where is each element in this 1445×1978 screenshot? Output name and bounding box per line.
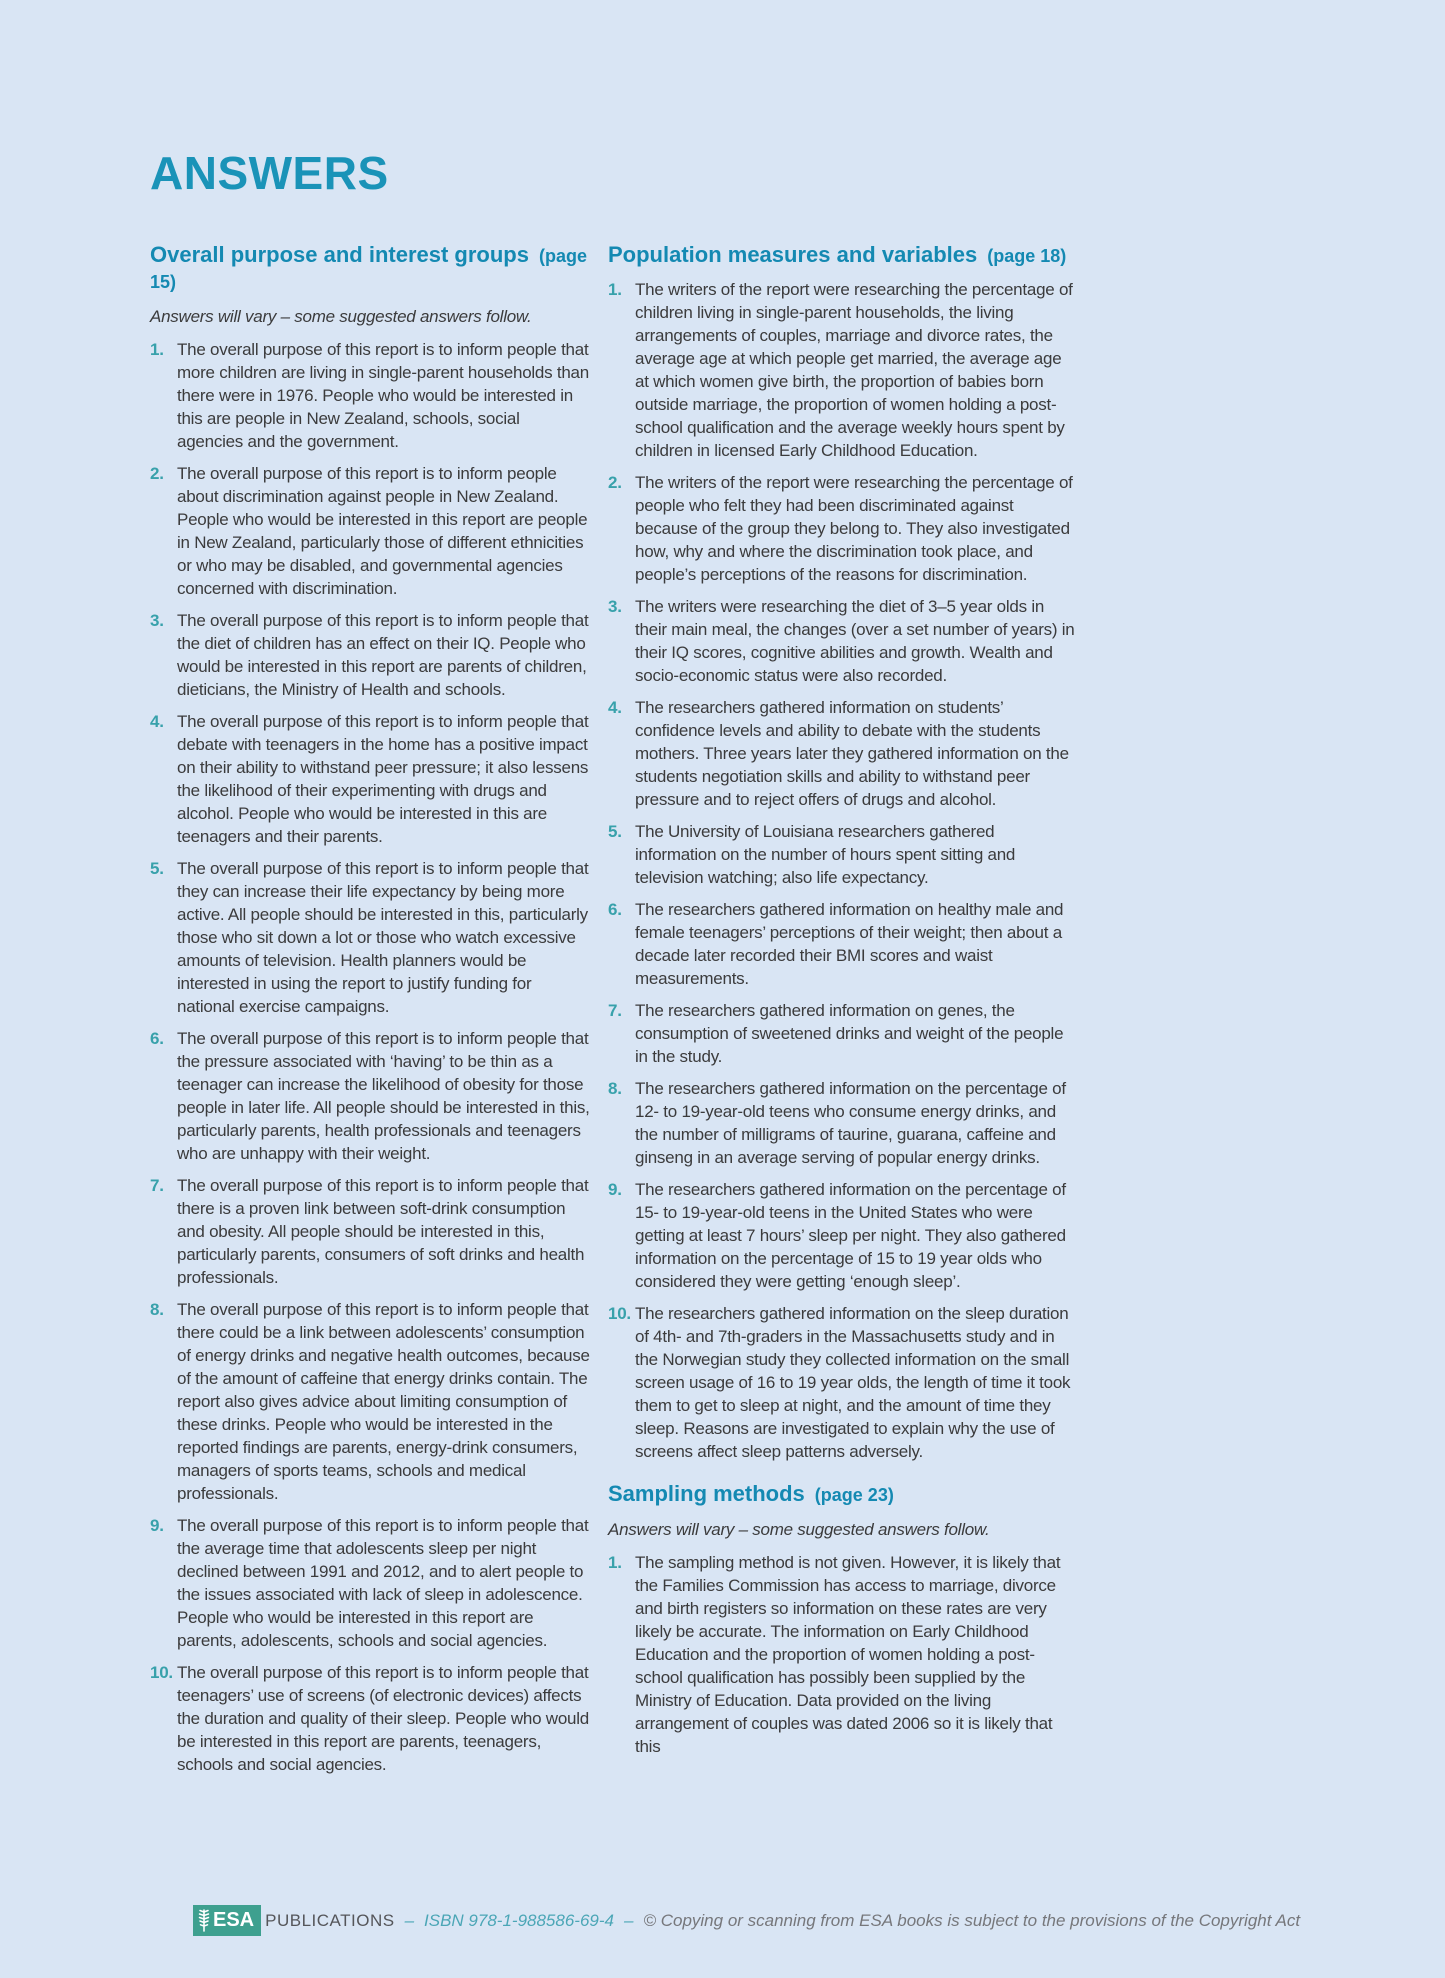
answer-item — [608, 1077, 1078, 1169]
answer-item — [150, 710, 590, 848]
answer-item — [150, 1514, 590, 1652]
item-number: 9. — [150, 1515, 164, 1535]
item-text: The researchers gathered information on healthy male and female teenagers’ perceptions of their weight; then about a decade later recorded their BMI scores and waist measurements. — [635, 900, 1064, 989]
copyright-text: © Copying or scanning from ESA books is subject to the provisions of the Copyright Act — [643, 1910, 1301, 1930]
section-heading — [150, 242, 590, 295]
answer-item — [608, 820, 1078, 889]
section-heading-text: Sampling methods — [608, 1481, 805, 1507]
answer-item — [150, 857, 590, 1018]
item-number: 1. — [150, 339, 164, 359]
footer-dash: – — [624, 1910, 634, 1930]
item-number: 2. — [608, 473, 622, 493]
answer-item — [150, 1027, 590, 1165]
answer-item — [150, 1298, 590, 1505]
item-text: The researchers gathered information on genes, the consumption of sweetened drinks and weight of the people in the study. — [635, 1001, 1064, 1067]
item-number: 3. — [608, 597, 622, 617]
publisher-label: PUBLICATIONS — [265, 1910, 395, 1930]
answer-item — [150, 1661, 590, 1776]
item-number: 2. — [150, 463, 164, 483]
item-number: 7. — [150, 1175, 164, 1195]
esa-logo-text: ESA — [213, 1909, 255, 1931]
answer-item — [608, 1302, 1078, 1463]
page-footer — [193, 1905, 1300, 1936]
item-number: 8. — [608, 1079, 622, 1099]
esa-logo — [193, 1905, 261, 1936]
item-number: 9. — [608, 1180, 622, 1200]
item-text: The overall purpose of this report is to inform people that they can increase their life expectancy by being more active. All people should be interested in this, particularly those who sit down a lot or those who watch excessive amounts of television. Health planners would be interested in using the report to justify funding for national exercise campaigns. — [177, 858, 589, 1016]
answer-item — [608, 898, 1078, 990]
section-heading — [608, 242, 1078, 268]
item-text: The researchers gathered information on the sleep duration of 4th- and 7th-graders in the Massachusetts study and in the Norwegian study they collected information on the small screen usage of 16 to 19 year olds, the length of time it took them to get to sleep at night, and the amount of time they sleep. Reasons are investigated to explain why the use of screens affect sleep patterns adversely. — [635, 1304, 1071, 1462]
item-number: 7. — [608, 1001, 622, 1021]
two-column-layout — [150, 242, 1445, 1785]
item-text: The writers were researching the diet of 3–5 year olds in their main meal, the changes (over a set number of years) in their IQ scores, cognitive abilities and growth. Wealth and socio-economic status were also recorded. — [635, 597, 1075, 686]
section-overall-purpose — [150, 242, 590, 1776]
page-title: ANSWERS — [150, 147, 389, 199]
item-text: The researchers gathered information on the percentage of 12- to 19-year-old teens who consume energy drinks, and the number of milligrams of taurine, guarana, caffeine and ginseng in an average serving of popular energy drinks. — [635, 1079, 1066, 1168]
item-text: The researchers gathered information on students’ confidence levels and ability to debate with the students mothers. Three years later they gathered information on the students negotiation skills and ability to withstand peer pressure and to reject offers of drugs and alcohol. — [635, 698, 1069, 810]
item-text: The overall purpose of this report is to inform people that there is a proven link between soft-drink consumption and obesity. All people should be interested in this, particularly parents, consumers of soft drinks and health professionals. — [177, 1175, 589, 1287]
answer-item — [150, 462, 590, 600]
item-text: The overall purpose of this report is to inform people that there could be a link between adolescents’ consumption of energy drinks and negative health outcomes, because of the amount of caffeine that energy drinks contain. The report also gives advice about limiting consumption of these drinks. People who would be interested in the reported findings are parents, energy-drink consumers, managers of sports teams, schools and medical professionals. — [177, 1299, 590, 1503]
item-number: 8. — [150, 1299, 164, 1319]
item-text: The overall purpose of this report is to inform people about discrimination against people in New Zealand. People who would be interested in this report are people in New Zealand, particularly those of different ethnicities or who may be disabled, and governmental agencies concerned with discrimination. — [177, 463, 588, 598]
item-number: 4. — [150, 711, 164, 731]
section-heading-text: Overall purpose and interest groups — [150, 242, 529, 267]
section-population-measures — [608, 242, 1078, 1463]
item-number: 3. — [150, 610, 164, 630]
item-text: The writers of the report were researching the percentage of people who felt they had been discriminated against because of the group they belong to. They also investigated how, why and where the discrimination took place, and people’s perceptions of the reasons for discrimination. — [635, 473, 1073, 585]
left-column — [150, 242, 590, 1785]
item-text: The overall purpose of this report is to inform people that debate with teenagers in the home has a positive impact on their ability to withstand peer pressure; it also lessens the likelihood of their experimenting with drugs and alcohol. People who would be interested in this are teenagers and their parents. — [177, 711, 589, 846]
item-number: 5. — [608, 822, 622, 842]
section-note: Answers will vary – some suggested answers follow. — [150, 306, 532, 326]
answer-list — [608, 278, 1078, 1463]
answer-item — [150, 609, 590, 701]
answer-item — [150, 1174, 590, 1289]
item-text: The writers of the report were researching the percentage of children living in single-parent households, the living arrangements of couples, marriage and divorce rates, the average age at which people get married, the average age at which women give birth, the proportion of babies born outside marriage, the proportion of women holding a post-school qualification and the average weekly hours spent by children in licensed Early Childhood Education. — [635, 280, 1073, 461]
section-page-ref: (page 15) — [150, 246, 587, 293]
item-number: 6. — [608, 900, 622, 920]
answer-item — [608, 1178, 1078, 1293]
section-heading-text: Population measures and variables — [608, 242, 978, 267]
item-number: 1. — [608, 1552, 622, 1572]
item-text: The sampling method is not given. However, it is likely that the Families Commission has access to marriage, divorce and birth registers so information on these rates are very likely be accurate. The information on Early Childhood Education and the proportion of women holding a post-school qualification has possibly been supplied by the Ministry of Education. Data provided on the living arrangement of couples was dated 2006 so it is likely that this — [635, 1552, 1061, 1756]
item-text: The overall purpose of this report is to inform people that the average time that adolescents sleep per night declined between 1991 and 2012, and to alert people to the issues associated with lack of sleep in adolescence. People who would be interested in this report are parents, adolescents, schools and social agencies. — [177, 1515, 589, 1650]
section-note: Answers will vary – some suggested answers follow. — [608, 1519, 990, 1539]
section-heading — [608, 1481, 1078, 1507]
section-sampling-methods — [608, 1481, 1078, 1757]
right-column — [608, 242, 1078, 1767]
section-page-ref: (page 18) — [987, 246, 1067, 266]
answer-item — [608, 471, 1078, 586]
item-text: The overall purpose of this report is to inform people that teenagers’ use of screens (of electronic devices) affects the duration and quality of their sleep. People who would be interested in this report are parents, teenagers, schools and social agencies. — [177, 1662, 589, 1774]
answer-item — [608, 278, 1078, 462]
item-number: 1. — [608, 280, 622, 300]
item-number: 6. — [150, 1028, 164, 1048]
answer-item — [608, 1551, 1078, 1758]
item-text: The overall purpose of this report is to inform people that more children are living in single-parent households than there were in 1976. People who would be interested in this are people in New Zealand, schools, social agencies and the government. — [177, 339, 589, 451]
item-number: 10. — [608, 1304, 631, 1324]
answer-item — [608, 595, 1078, 687]
answer-item — [608, 999, 1078, 1068]
item-number: 5. — [150, 858, 164, 878]
answer-item — [608, 696, 1078, 811]
item-number: 10. — [150, 1662, 173, 1682]
item-text: The University of Louisiana researchers gathered information on the number of hours spent sitting and television watching; also life expectancy. — [635, 822, 1016, 888]
answer-list — [608, 1551, 1078, 1758]
answer-list — [150, 338, 590, 1776]
item-text: The overall purpose of this report is to inform people that the diet of children has an effect on their IQ. People who would be interested in this report are parents of children, dieticians, the Ministry of Health and schools. — [177, 610, 589, 699]
item-number: 4. — [608, 698, 622, 718]
isbn-text: ISBN 978-1-988586-69-4 — [424, 1910, 614, 1930]
item-text: The researchers gathered information on the percentage of 15- to 19-year-old teens in the United States who were getting at least 7 hours’ sleep per night. They also gathered information on the percentage of 15 to 19 year olds who considered they were getting ‘enough sleep’. — [635, 1180, 1066, 1292]
section-page-ref: (page 23) — [814, 1485, 894, 1506]
answer-item — [150, 338, 590, 453]
fern-icon — [197, 1908, 211, 1932]
item-text: The overall purpose of this report is to inform people that the pressure associated with ‘having’ to be thin as a teenager can increase the likelihood of obesity for those people in later life. All people should be interested in this, particularly parents, health professionals and teenagers who are unhappy with their weight. — [177, 1028, 590, 1163]
footer-dash: – — [404, 1910, 415, 1930]
